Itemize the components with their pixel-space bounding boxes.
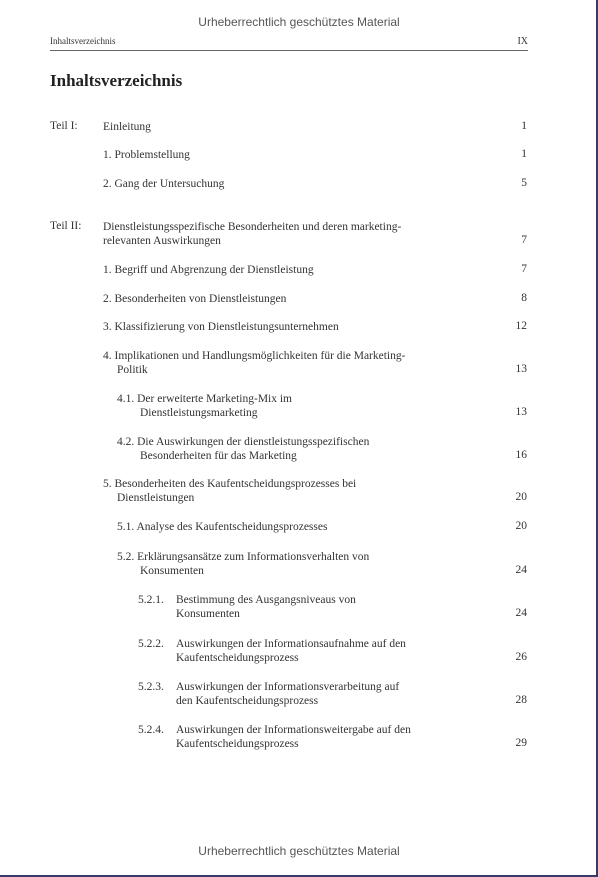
- toc-entry-part2-5-2-3-number: 5.2.3.: [138, 681, 164, 693]
- running-head-title: Inhaltsverzeichnis: [50, 36, 116, 46]
- toc-entry-part2-5-2-2: [176, 637, 406, 665]
- toc-entry-part2-4-1-line1: 4.1. Der erweiterte Marketing-Mix im: [117, 393, 292, 405]
- part-1-label: Teil I:: [50, 120, 78, 132]
- toc-entry-part2-5-page: 20: [515, 491, 527, 503]
- toc-entry-part2-5-2-1-page: 24: [515, 607, 527, 619]
- toc-entry-part2-5-line2: Dienstleistungen: [117, 492, 195, 504]
- part-2-page: 7: [521, 234, 527, 246]
- toc-entry-part2-5-2-3: [176, 680, 399, 708]
- toc-entry-part2-1: 1. Begriff und Abgrenzung der Dienstleistung: [103, 264, 314, 276]
- running-head-page-number: IX: [517, 36, 528, 47]
- toc-entry-part2-5-2-4: [176, 723, 411, 751]
- toc-entry-part2-3-page: 12: [515, 320, 527, 332]
- toc-entry-part2-4-1-page: 13: [515, 406, 527, 418]
- toc-entry-part2-4: [103, 349, 405, 377]
- toc-entry-part2-4-1-line2: Dienstleistungsmarketing: [140, 407, 258, 419]
- toc-entry-part2-1-page: 7: [521, 263, 527, 275]
- toc-entry-1-page: 1: [521, 148, 527, 160]
- toc-entry-part2-2-page: 8: [521, 292, 527, 304]
- running-head: [50, 36, 528, 51]
- toc-entry-part2-4-2-line2: Besonderheiten für das Marketing: [140, 450, 297, 462]
- toc-entry-part2-4-page: 13: [515, 363, 527, 375]
- toc-entry-part2-3: 3. Klassifizierung von Dienstleistungsunternehmen: [103, 321, 339, 333]
- part-1-title: Einleitung: [103, 121, 151, 133]
- part-2-label: Teil II:: [50, 220, 82, 232]
- toc-entry-part2-5-2-line2: Konsumenten: [140, 565, 204, 577]
- toc-entry-part2-4-2-page: 16: [515, 449, 527, 461]
- toc-entry-part2-4-line1: 4. Implikationen und Handlungsmöglichkeiten für die Marketing-: [103, 350, 406, 362]
- toc-entry-part2-5-1-page: 20: [515, 520, 527, 532]
- toc-entry-part2-5: [103, 477, 356, 505]
- toc-entry-part2-5-2-4-line2: Kaufentscheidungsprozess: [176, 738, 299, 750]
- toc-entry-part2-5-2-2-number: 5.2.2.: [138, 638, 164, 650]
- toc-entry-2-page: 5: [521, 177, 527, 189]
- toc-entry-1: 1. Problemstellung: [103, 149, 190, 161]
- toc-entry-2: 2. Gang der Untersuchung: [103, 178, 225, 190]
- part-2-title-line1: Dienstleistungsspezifische Besonderheiten und deren marketing-: [103, 221, 402, 233]
- toc-entry-part2-5-2-4-number: 5.2.4.: [138, 724, 164, 736]
- part-1-page: 1: [521, 120, 527, 132]
- page-title: Inhaltsverzeichnis: [50, 71, 183, 90]
- toc-entry-part2-5-2-2-line2: Kaufentscheidungsprozess: [176, 652, 299, 664]
- toc-entry-part2-4-2: [117, 435, 369, 463]
- toc-entry-part2-5-2-3-line1: Auswirkungen der Informationsverarbeitung auf: [176, 681, 400, 693]
- toc-entry-part2-5-2-3-page: 28: [515, 694, 527, 706]
- toc-entry-part2-5-2-1-number: 5.2.1.: [138, 594, 164, 606]
- toc-entry-part2-5-2: [117, 550, 369, 578]
- toc-entry-part2-5-2-1-line1: Bestimmung des Ausgangsniveaus von: [176, 594, 356, 606]
- toc-entry-part2-5-2-page: 24: [515, 564, 527, 576]
- toc-entry-part2-4-2-line1: 4.2. Die Auswirkungen der dienstleistungsspezifischen: [117, 436, 370, 448]
- part-2-title: [103, 220, 401, 248]
- toc-entry-part2-5-2-2-page: 26: [515, 651, 527, 663]
- watermark-bottom: Urheberrechtlich geschütztes Material: [198, 844, 400, 858]
- part-2-title-line2: relevanten Auswirkungen: [103, 235, 221, 247]
- toc-entry-part2-2: 2. Besonderheiten von Dienstleistungen: [103, 293, 287, 305]
- toc-entry-part2-5-2-4-page: 29: [515, 737, 527, 749]
- toc-entry-part2-4-line2: Politik: [117, 364, 148, 376]
- watermark-top: Urheberrechtlich geschütztes Material: [198, 15, 400, 29]
- toc-entry-part2-5-1: 5.1. Analyse des Kaufentscheidungsprozesses: [117, 521, 328, 533]
- toc-entry-part2-5-2-4-line1: Auswirkungen der Informationsweitergabe auf den: [176, 724, 411, 736]
- toc-entry-part2-5-2-1-line2: Konsumenten: [176, 608, 240, 620]
- toc-entry-part2-5-2-3-line2: den Kaufentscheidungsprozess: [176, 695, 319, 707]
- toc-entry-part2-5-line1: 5. Besonderheiten des Kaufentscheidungsprozesses bei: [103, 478, 357, 490]
- toc-entry-part2-5-2-line1: 5.2. Erklärungsansätze zum Informationsverhalten von: [117, 551, 370, 563]
- toc-entry-part2-5-2-2-line1: Auswirkungen der Informationsaufnahme auf den: [176, 638, 406, 650]
- toc-entry-part2-5-2-1: [176, 593, 356, 621]
- toc-entry-part2-4-1: [117, 392, 292, 420]
